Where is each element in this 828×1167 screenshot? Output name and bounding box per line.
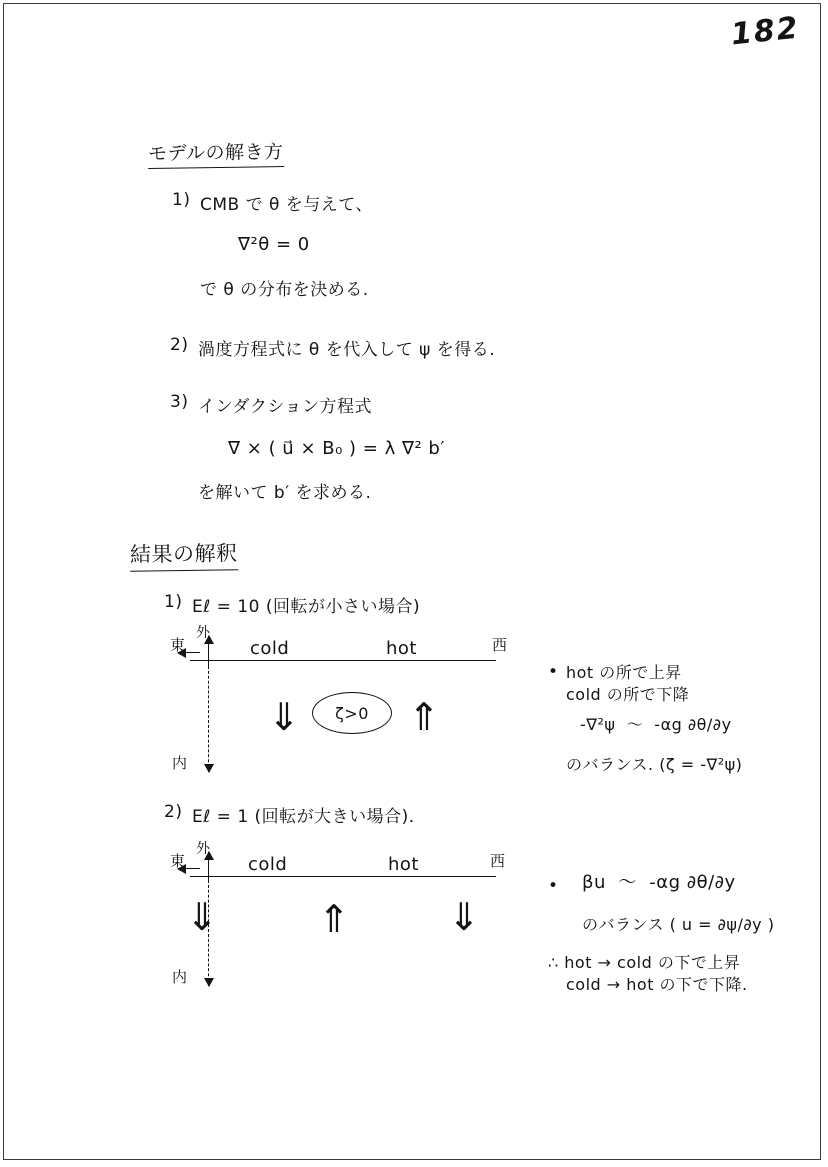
diagram-1-upflow-arrow: ⇑ xyxy=(408,695,440,739)
diagram-2-inner-label: 内 xyxy=(172,968,188,986)
diagram-2-cold-label: cold xyxy=(248,854,288,875)
diagram-1-downflow-arrow: ⇓ xyxy=(268,695,300,739)
diagram-2-hot-label: hot xyxy=(388,854,419,875)
diagram-1-outer-label: 外 xyxy=(196,625,211,641)
note-2-line-2: のバランス ( u = ∂ψ/∂y ) xyxy=(582,915,775,934)
item-1-text: CMB で θ を与えて、 xyxy=(200,195,373,215)
diagram-1-vorticity-label: ζ>0 xyxy=(312,692,392,734)
note-2-line-3: ∴ hot → cold の下で上昇 xyxy=(548,953,741,972)
item-2-label: 2) xyxy=(170,335,189,355)
case-1-title: Eℓ = 10 (回転が小さい場合) xyxy=(192,597,421,617)
section-heading-interpretation: 結果の解釈 xyxy=(130,537,238,571)
diagram-2-west-label: 西 xyxy=(490,852,506,870)
case-2-title: Eℓ = 1 (回転が大きい場合). xyxy=(192,807,415,827)
note-2-line-1: βu ～ -αg ∂θ/∂y xyxy=(582,872,736,893)
page-number: 182 xyxy=(729,10,802,53)
item-1-label: 1) xyxy=(172,190,191,210)
note-1-line-1: hot の所で上昇 xyxy=(566,663,682,682)
diagram-2-surface-line xyxy=(190,876,496,877)
note-2-bullet: • xyxy=(548,876,559,896)
diagram-2-upflow-arrow-center: ⇑ xyxy=(318,897,350,941)
item-1-text2: で θ の分布を決める. xyxy=(200,280,369,300)
item-3-text: インダクション方程式 xyxy=(198,397,372,417)
note-1-line-4: のバランス. (ζ = -∇²ψ) xyxy=(566,755,743,774)
diagram-1-cold-label: cold xyxy=(250,638,290,659)
case-2-label: 2) xyxy=(164,802,183,822)
item-3-label: 3) xyxy=(170,392,189,412)
diagram-2-downflow-arrow-left: ⇓ xyxy=(186,895,218,939)
item-3-text2: を解いて b′ を求める. xyxy=(198,483,372,503)
diagram-1-east-label: 東 xyxy=(170,636,186,654)
diagram-2-downflow-arrow-right: ⇓ xyxy=(448,895,480,939)
note-1-line-2: cold の所で下降 xyxy=(566,685,690,704)
note-1-bullet: • xyxy=(548,662,559,682)
diagram-1-inner-axis xyxy=(208,666,209,772)
diagram-1-surface-line xyxy=(190,660,496,661)
note-1-line-3: -∇²ψ ～ -αg ∂θ/∂y xyxy=(580,715,732,734)
diagram-2-outer-label: 外 xyxy=(196,841,211,857)
diagram-1-hot-label: hot xyxy=(386,638,417,659)
note-2-line-4: cold → hot の下で下降. xyxy=(566,975,748,994)
diagram-1-inner-label: 内 xyxy=(172,754,188,772)
diagram-1-west-label: 西 xyxy=(492,636,508,654)
diagram-2-east-label: 東 xyxy=(170,852,186,870)
item-1-equation: ∇²θ = 0 xyxy=(238,234,310,255)
item-2-text: 渦度方程式に θ を代入して ψ を得る. xyxy=(198,340,496,360)
item-3-equation: ∇ × ( u⃗ × B₀ ) = λ ∇² b′ xyxy=(228,438,445,459)
case-1-label: 1) xyxy=(164,592,183,612)
section-heading-model-solution: モデルの解き方 xyxy=(148,137,284,169)
